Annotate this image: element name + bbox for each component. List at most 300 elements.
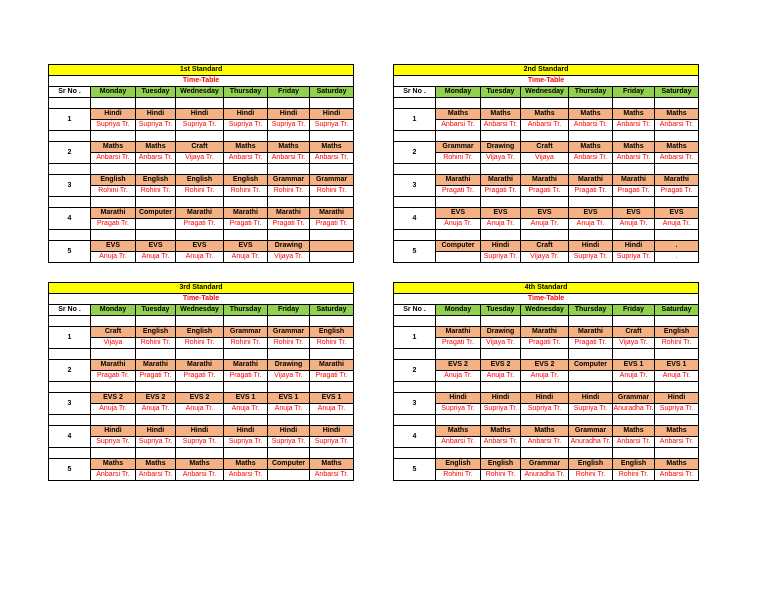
subject-cell: Marathi xyxy=(176,208,224,219)
subject-cell: Hindi xyxy=(136,426,176,437)
teacher-cell: Anbarsi Tr. xyxy=(655,470,699,481)
teacher-cell: Pragati Tr. xyxy=(521,338,569,349)
spacer-cell xyxy=(310,382,354,393)
subject-cell: Maths xyxy=(613,109,655,120)
teacher-cell: Anbarsi Tr. xyxy=(310,153,354,164)
teacher-cell: Pragati Tr. xyxy=(436,338,481,349)
teacher-cell: Anbarsi Tr. xyxy=(655,120,699,131)
subject-cell xyxy=(310,241,354,252)
spacer-cell xyxy=(569,98,613,109)
teacher-cell: Supriya Tr. xyxy=(310,437,354,448)
period-teacher-row xyxy=(49,186,354,197)
sr-no-header: Sr No . xyxy=(394,305,436,316)
teacher-cell: Vijaya Tr. xyxy=(481,153,521,164)
spacer-cell xyxy=(49,131,91,142)
spacer-cell xyxy=(613,164,655,175)
subject-cell: Maths xyxy=(136,142,176,153)
subject-cell: EVS xyxy=(224,241,268,252)
teacher-cell: Anuja Tr. xyxy=(91,404,136,415)
period-number: 4 xyxy=(49,426,91,448)
teacher-cell: Vijaya Tr. xyxy=(268,371,310,382)
teacher-cell: Anbarsi Tr. xyxy=(91,470,136,481)
day-header-wednesday: Wednesday xyxy=(176,305,224,316)
teacher-cell: Anuja Tr. xyxy=(436,371,481,382)
teacher-cell: Pragati Tr. xyxy=(655,186,699,197)
spacer-cell xyxy=(268,316,310,327)
subject-cell: Marathi xyxy=(655,175,699,186)
period-teacher-row xyxy=(49,252,354,263)
spacer-cell xyxy=(224,382,268,393)
spacer-cell xyxy=(310,164,354,175)
spacer-cell xyxy=(521,230,569,241)
spacer-cell xyxy=(91,197,136,208)
spacer-row xyxy=(49,131,354,142)
spacer-cell xyxy=(224,131,268,142)
teacher-cell: Supriya Tr. xyxy=(521,404,569,415)
period-teacher-row xyxy=(394,153,699,164)
spacer-cell xyxy=(481,98,521,109)
subject-cell: Hindi xyxy=(569,241,613,252)
spacer-cell xyxy=(224,316,268,327)
header-row xyxy=(394,87,699,98)
spacer-cell xyxy=(136,164,176,175)
period-teacher-row xyxy=(394,120,699,131)
period-teacher-row xyxy=(49,470,354,481)
subject-cell: Marathi xyxy=(569,175,613,186)
timetable-row xyxy=(394,76,699,87)
period-subject-row xyxy=(394,175,699,186)
spacer-cell xyxy=(91,131,136,142)
spacer-cell xyxy=(394,349,436,360)
subject-cell: EVS xyxy=(176,241,224,252)
period-number: 2 xyxy=(49,360,91,382)
spacer-cell xyxy=(310,230,354,241)
subject-cell: Hindi xyxy=(310,426,354,437)
period-subject-row xyxy=(394,241,699,252)
day-header-thursday: Thursday xyxy=(224,87,268,98)
spacer-cell xyxy=(91,98,136,109)
teacher-cell: Pragati Tr. xyxy=(136,371,176,382)
subject-cell: Hindi xyxy=(176,426,224,437)
subject-cell: EVS xyxy=(521,208,569,219)
subject-cell: Marathi xyxy=(569,327,613,338)
subject-cell: EVS 2 xyxy=(176,393,224,404)
subject-cell: English xyxy=(613,459,655,470)
subject-cell: Maths xyxy=(224,142,268,153)
day-header-monday: Monday xyxy=(91,305,136,316)
spacer-row xyxy=(49,349,354,360)
teacher-cell: Anbarsi Tr. xyxy=(91,153,136,164)
subject-cell: Drawing xyxy=(481,327,521,338)
subject-cell: Hindi xyxy=(224,109,268,120)
teacher-cell: Anuja Tr. xyxy=(91,252,136,263)
teacher-cell: Vijaya Tr. xyxy=(268,252,310,263)
subject-cell: Maths xyxy=(655,109,699,120)
spacer-cell xyxy=(436,164,481,175)
teacher-cell: Anuradha Tr. xyxy=(613,404,655,415)
period-teacher-row xyxy=(394,219,699,230)
period-teacher-row xyxy=(49,120,354,131)
spacer-cell xyxy=(268,230,310,241)
subject-cell: Hindi xyxy=(224,426,268,437)
teacher-cell: Anuradha Tr. xyxy=(569,437,613,448)
timetable-heading: Time-Table xyxy=(394,76,699,87)
spacer-cell xyxy=(521,382,569,393)
spacer-cell xyxy=(394,415,436,426)
spacer-cell xyxy=(310,415,354,426)
spacer-cell xyxy=(521,316,569,327)
teacher-cell: Pragati Tr. xyxy=(481,186,521,197)
subject-cell: Maths xyxy=(310,459,354,470)
day-header-saturday: Saturday xyxy=(655,87,699,98)
spacer-cell xyxy=(394,131,436,142)
day-header-wednesday: Wednesday xyxy=(176,87,224,98)
spacer-cell xyxy=(569,448,613,459)
teacher-cell: Rohini Tr. xyxy=(613,470,655,481)
teacher-cell: Rohini Tr. xyxy=(91,186,136,197)
subject-cell: Hindi xyxy=(436,393,481,404)
teacher-cell: Anbarsi Tr. xyxy=(481,120,521,131)
teacher-cell: Rohini Tr. xyxy=(136,338,176,349)
teacher-cell: Vijaya Tr. xyxy=(521,252,569,263)
subject-cell: Craft xyxy=(176,142,224,153)
subject-cell: Maths xyxy=(268,142,310,153)
spacer-cell xyxy=(176,98,224,109)
spacer-cell xyxy=(268,448,310,459)
subject-cell: Hindi xyxy=(569,393,613,404)
subject-cell: EVS xyxy=(91,241,136,252)
subject-cell: Grammar xyxy=(268,327,310,338)
spacer-cell xyxy=(436,98,481,109)
spacer-row xyxy=(394,131,699,142)
spacer-cell xyxy=(613,448,655,459)
period-subject-row xyxy=(49,426,354,437)
teacher-cell: Rohini Tr. xyxy=(481,470,521,481)
period-teacher-row xyxy=(394,470,699,481)
spacer-row xyxy=(49,448,354,459)
standard-3-table xyxy=(48,282,354,481)
spacer-cell xyxy=(49,230,91,241)
teacher-cell: Anuja Tr. xyxy=(136,404,176,415)
subject-cell: Maths xyxy=(176,459,224,470)
period-number: 2 xyxy=(49,142,91,164)
teacher-cell: Rohini Tr. xyxy=(136,186,176,197)
sr-no-header: Sr No . xyxy=(49,87,91,98)
header-row xyxy=(49,305,354,316)
spacer-cell xyxy=(613,316,655,327)
day-header-monday: Monday xyxy=(436,87,481,98)
subject-cell: EVS 2 xyxy=(436,360,481,371)
period-teacher-row xyxy=(49,153,354,164)
subject-cell: English xyxy=(136,175,176,186)
subject-cell: English xyxy=(176,175,224,186)
spacer-cell xyxy=(310,98,354,109)
subject-cell: EVS xyxy=(136,241,176,252)
subject-cell: Marathi xyxy=(268,208,310,219)
spacer-cell xyxy=(481,349,521,360)
spacer-cell xyxy=(49,98,91,109)
spacer-cell xyxy=(521,98,569,109)
subject-cell: Maths xyxy=(521,426,569,437)
title-row xyxy=(49,283,354,294)
spacer-cell xyxy=(176,448,224,459)
period-subject-row xyxy=(49,327,354,338)
spacer-cell xyxy=(394,316,436,327)
subject-cell: English xyxy=(136,327,176,338)
spacer-cell xyxy=(224,98,268,109)
teacher-cell: Rohini Tr. xyxy=(310,338,354,349)
teacher-cell: Supriya Tr. xyxy=(176,437,224,448)
spacer-row xyxy=(394,448,699,459)
period-number: 5 xyxy=(49,459,91,481)
spacer-cell xyxy=(655,230,699,241)
period-subject-row xyxy=(49,360,354,371)
spacer-cell xyxy=(569,415,613,426)
teacher-cell: Rohini Tr. xyxy=(310,186,354,197)
spacer-cell xyxy=(655,197,699,208)
period-subject-row xyxy=(394,327,699,338)
teacher-cell: Pragati Tr. xyxy=(310,371,354,382)
subject-cell: EVS 1 xyxy=(310,393,354,404)
teacher-cell: Anbarsi Tr. xyxy=(310,470,354,481)
spacer-cell xyxy=(613,349,655,360)
subject-cell: Maths xyxy=(655,142,699,153)
timetable-row xyxy=(49,294,354,305)
teacher-cell: Anbarsi Tr. xyxy=(436,120,481,131)
spacer-row xyxy=(49,230,354,241)
spacer-cell xyxy=(49,415,91,426)
spacer-cell xyxy=(91,230,136,241)
spacer-cell xyxy=(569,230,613,241)
spacer-cell xyxy=(394,197,436,208)
teacher-cell: Supriya Tr. xyxy=(655,404,699,415)
spacer-cell xyxy=(91,448,136,459)
day-header-tuesday: Tuesday xyxy=(481,305,521,316)
subject-cell: Maths xyxy=(655,426,699,437)
period-subject-row xyxy=(394,426,699,437)
period-number: 5 xyxy=(394,459,436,481)
subject-cell: Hindi xyxy=(521,393,569,404)
spacer-cell xyxy=(91,382,136,393)
spacer-cell xyxy=(394,98,436,109)
spacer-cell xyxy=(91,164,136,175)
spacer-cell xyxy=(176,382,224,393)
teacher-cell: Rohini Tr. xyxy=(655,338,699,349)
teacher-cell: Pragati Tr. xyxy=(613,186,655,197)
standard-title: 3rd Standard xyxy=(49,283,354,294)
title-row xyxy=(394,283,699,294)
teacher-cell: Rohini Tr. xyxy=(569,470,613,481)
spacer-cell xyxy=(481,164,521,175)
period-number: 5 xyxy=(49,241,91,263)
period-subject-row xyxy=(49,109,354,120)
spacer-row xyxy=(49,164,354,175)
subject-cell: Marathi xyxy=(521,175,569,186)
teacher-cell: Pragati Tr. xyxy=(569,338,613,349)
subject-cell: Maths xyxy=(521,109,569,120)
teacher-cell: Supriya Tr. xyxy=(136,437,176,448)
period-subject-row xyxy=(49,208,354,219)
teacher-cell: Pragati Tr. xyxy=(176,371,224,382)
teacher-cell: Supriya Tr. xyxy=(613,252,655,263)
teacher-cell: Anuja Tr. xyxy=(224,404,268,415)
spacer-cell xyxy=(268,98,310,109)
header-row xyxy=(394,305,699,316)
spacer-cell xyxy=(481,382,521,393)
teacher-cell: Supriya Tr. xyxy=(436,404,481,415)
timetable-heading: Time-Table xyxy=(49,76,354,87)
spacer-cell xyxy=(268,197,310,208)
spacer-cell xyxy=(49,164,91,175)
teacher-cell: Pragati Tr. xyxy=(224,371,268,382)
teacher-cell: Anbarsi Tr. xyxy=(613,437,655,448)
subject-cell: EVS 1 xyxy=(268,393,310,404)
day-header-friday: Friday xyxy=(613,87,655,98)
teacher-cell: Vijaya xyxy=(521,153,569,164)
subject-cell: Maths xyxy=(655,459,699,470)
teacher-cell: Pragati Tr. xyxy=(176,219,224,230)
teacher-cell: Supriya Tr. xyxy=(91,120,136,131)
spacer-cell xyxy=(176,316,224,327)
subject-cell: Grammar xyxy=(310,175,354,186)
teacher-cell: Anuradha Tr. xyxy=(521,470,569,481)
spacer-row xyxy=(49,415,354,426)
teacher-cell: Rohini Tr. xyxy=(436,470,481,481)
period-subject-row xyxy=(49,393,354,404)
spacer-cell xyxy=(224,415,268,426)
day-header-saturday: Saturday xyxy=(655,305,699,316)
spacer-cell xyxy=(521,197,569,208)
subject-cell: English xyxy=(481,459,521,470)
spacer-cell xyxy=(176,349,224,360)
subject-cell: Marathi xyxy=(436,175,481,186)
sr-no-header: Sr No . xyxy=(49,305,91,316)
period-number: 3 xyxy=(49,393,91,415)
teacher-cell: Rohini Tr. xyxy=(176,338,224,349)
teacher-cell: Pragati Tr. xyxy=(268,219,310,230)
day-header-wednesday: Wednesday xyxy=(521,87,569,98)
day-header-friday: Friday xyxy=(613,305,655,316)
spacer-cell xyxy=(224,164,268,175)
subject-cell: Computer xyxy=(136,208,176,219)
title-row xyxy=(394,65,699,76)
subject-cell: Hindi xyxy=(136,109,176,120)
spacer-cell xyxy=(613,197,655,208)
subject-cell: Marathi xyxy=(176,360,224,371)
subject-cell: Craft xyxy=(613,327,655,338)
spacer-cell xyxy=(224,349,268,360)
teacher-cell: Rohini Tr. xyxy=(268,186,310,197)
subject-cell: Craft xyxy=(91,327,136,338)
day-header-wednesday: Wednesday xyxy=(521,305,569,316)
subject-cell: Maths xyxy=(569,109,613,120)
period-subject-row xyxy=(49,175,354,186)
day-header-monday: Monday xyxy=(436,305,481,316)
teacher-cell: Supriya Tr. xyxy=(569,404,613,415)
subject-cell: Maths xyxy=(436,426,481,437)
spacer-cell xyxy=(613,230,655,241)
standard-title: 4th Standard xyxy=(394,283,699,294)
teacher-cell: Anbarsi Tr. xyxy=(569,153,613,164)
spacer-cell xyxy=(268,382,310,393)
spacer-cell xyxy=(569,131,613,142)
teacher-cell: Anuja Tr. xyxy=(268,404,310,415)
period-subject-row xyxy=(49,459,354,470)
teacher-cell: Supriya Tr. xyxy=(268,437,310,448)
subject-cell: Hindi xyxy=(91,109,136,120)
spacer-row xyxy=(394,316,699,327)
teacher-cell xyxy=(569,371,613,382)
subject-cell: . xyxy=(655,241,699,252)
teacher-cell: Anuja Tr. xyxy=(481,219,521,230)
timetable-heading: Time-Table xyxy=(394,294,699,305)
period-teacher-row xyxy=(394,371,699,382)
teacher-cell: Vijaya Tr. xyxy=(176,153,224,164)
day-header-thursday: Thursday xyxy=(224,305,268,316)
header-row xyxy=(49,87,354,98)
subject-cell: Hindi xyxy=(91,426,136,437)
subject-cell: Marathi xyxy=(310,208,354,219)
spacer-cell xyxy=(49,349,91,360)
subject-cell: Craft xyxy=(521,142,569,153)
period-subject-row xyxy=(394,142,699,153)
teacher-cell xyxy=(136,219,176,230)
teacher-cell: Anuja Tr. xyxy=(136,252,176,263)
day-header-friday: Friday xyxy=(268,87,310,98)
subject-cell: Marathi xyxy=(613,175,655,186)
spacer-cell xyxy=(613,382,655,393)
spacer-cell xyxy=(136,448,176,459)
teacher-cell: . xyxy=(655,252,699,263)
period-subject-row xyxy=(394,360,699,371)
teacher-cell: Pragati Tr. xyxy=(310,219,354,230)
standard-1-table xyxy=(48,64,354,263)
period-subject-row xyxy=(394,109,699,120)
spacer-cell xyxy=(136,98,176,109)
subject-cell: Maths xyxy=(481,109,521,120)
teacher-cell: Supriya Tr. xyxy=(310,120,354,131)
sr-no-header: Sr No . xyxy=(394,87,436,98)
timetable-row xyxy=(49,76,354,87)
timetable-heading: Time-Table xyxy=(49,294,354,305)
spacer-cell xyxy=(569,349,613,360)
period-teacher-row xyxy=(394,338,699,349)
spacer-row xyxy=(394,349,699,360)
teacher-cell: Supriya Tr. xyxy=(569,252,613,263)
subject-cell: EVS xyxy=(481,208,521,219)
period-number: 3 xyxy=(394,175,436,197)
teacher-cell: Anbarsi Tr. xyxy=(268,153,310,164)
teacher-cell: Anuja Tr. xyxy=(655,219,699,230)
teacher-cell: Anbarsi Tr. xyxy=(481,437,521,448)
spacer-cell xyxy=(136,316,176,327)
day-header-thursday: Thursday xyxy=(569,87,613,98)
subject-cell: Maths xyxy=(436,109,481,120)
subject-cell: Maths xyxy=(91,142,136,153)
standard-2-table xyxy=(393,64,699,263)
spacer-cell xyxy=(436,230,481,241)
period-number: 4 xyxy=(394,208,436,230)
standard-title: 1st Standard xyxy=(49,65,354,76)
day-header-tuesday: Tuesday xyxy=(481,87,521,98)
teacher-cell xyxy=(436,252,481,263)
day-header-tuesday: Tuesday xyxy=(136,305,176,316)
period-teacher-row xyxy=(394,404,699,415)
spacer-row xyxy=(394,415,699,426)
teacher-cell: Anbarsi Tr. xyxy=(569,120,613,131)
teacher-cell: Anuja Tr. xyxy=(436,219,481,230)
subject-cell: Drawing xyxy=(481,142,521,153)
